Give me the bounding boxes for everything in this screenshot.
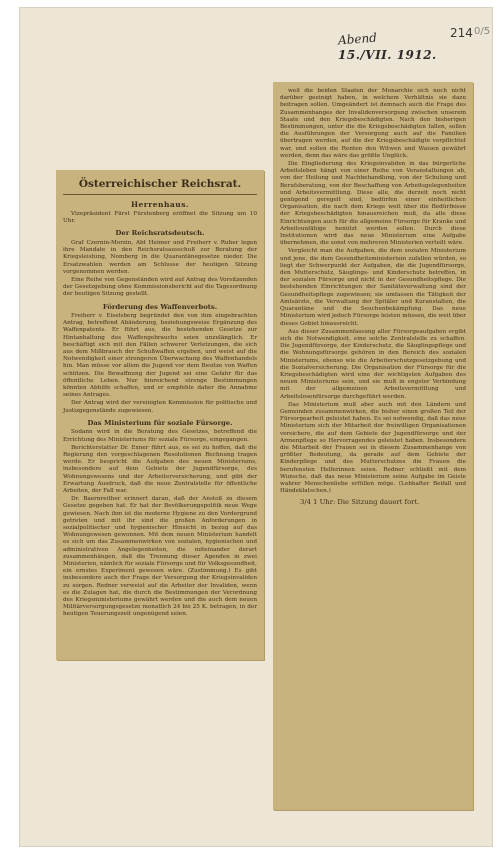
paragraph: Die Eingliederung des Kriegsinvaliden in das bürgerliche Arbeitsleben hängt von einer Reihe von Veranstaltungen ab, von der Heilung und Nachbehandlung, von der Schulung und Berufsberatung, von der Beschaffung von Arbeitsgelegenheiten und Arbeitsvermittlung. Diese alle, die derzeit noch nicht genügend geregelt sind, bedürfen einer einheitlichen Organisation, die nach dem Kriege weit über die Bedürfnisse der Kriegsbeschädigten hinausreichen muß, da alle diese Einrichtungen auch für die allgemeine Fürsorge für Kranke und Arbeitsunfähige benützt werden sollen. Durch diese Institutionen wird das neue Ministerium eine Aufgabe übernehmen, die sonst von mehreren Ministerien verteilt wäre. — [280, 161, 466, 247]
handwritten-edition: Abend — [337, 30, 378, 48]
paragraph: weil die beiden Staaten der Monarchie sich noch nicht darüber geeinigt haben, in welchem Verhältnis sie dazu beitragen sollen. Umgeändert ist demnach auch die Frage des Zusammenhanges der Invalidenversorgung zwischen unserem Staate und den Kriegsbeschädigten. Nach den bisherigen Bestimmungen, unter die die Kriegsbeschädigten fallen, sollen die Ausführungen der Versorgung auch auf die Familien übertragen werden, auf die der Kriegsbeschädigte verpflichtet war, und sollen die Renten den Witwen und Waisen gewährt werden, denn das wäre das größte Unglück. — [280, 88, 466, 159]
paragraph: Graf Czernin-Morzin, Abt Heimer und Freiherr v. Ruber legen ihre Mandate in den Reichsratsausschuß zur Beratung der Kriegsleistung, Nomberg in die Quarantänegesetze nieder. Die Ersatzwahlen werden am Schlusse der heutigen Sitzung vorgenommen werden. — [63, 239, 257, 275]
newspaper-clipping-left — [56, 170, 264, 660]
handwritten-date: 15./VII. 1912. — [338, 48, 437, 62]
paragraph: Der Antrag wird der vereinigten Kommission für politische und Justizgegenstände zugewiesen. — [63, 400, 257, 414]
clipping-headline: Österreichischer Reichsrat. — [63, 178, 257, 195]
intro-paragraph: Vizepräsident Fürst Fürstenberg eröffnet die Sitzung um 10 Uhr. — [63, 211, 257, 225]
paragraph: Dr. Baernreither erinnert daran, daß der Anstoß zu diesem Gesetze gegeben hat. Er hat der Bevölkerungspolitik neue Wege gewiesen. Nach ihm ist die moderne Hygiene zu den Vordergrund getreten und mit ihr sind die großen Anforderungen in sozialpolitischer und hygienischer Hinsicht in bezug auf das Wohnungswesen gewonnen. Mit dem neuen Ministerium handelt es sich um das Zusammenwirken von sozialen, hygienischen und administrativen Angelegenheiten, die miteinander derart zusammenhängen, daß die Trennung dieser Agenden in zwei Ministerien, nämlich für soziale Fürsorge und für Volksgesundheit, ein ernstes Experiment gewesen wäre. (Zustimmung.) Es gibt insbesondere auch der Frage der Versorgung der Kriegsinvaliden zu sorgen. Redner verweist auf die Arbeiter der Invaliden, wenn es die Zulagen hat, die durch die Bestimmungen der Verordnung des Kriegsministeriums gewährt werden und die auch dem neuen Militärversorgungsgesetze monatlich 24 bis 25 K. betragen, in der heutigen Teuerungszeit ungenügend seien. — [63, 496, 257, 618]
session-end-note: 3/4 1 Uhr: Die Sitzung dauert fort. — [300, 498, 420, 507]
section-heading: Herrenhaus. — [130, 200, 190, 209]
subheading-weapons: Förderung des Waffenverbots. — [102, 302, 218, 311]
newspaper-clipping-right — [273, 82, 473, 810]
paragraph: Das Ministerium muß aber auch mit den Ländern und Gemeinden zusammenwirken, die bisher einen großen Teil der Fürsorgearbeit geleistet haben. Es sei notwendig, daß das neue Ministerium sich der Mitarbeit der freiwilligen Organisationen versichere, die auf dem Gebiete der Jugendfürsorge und der Armenpflege so Hervorragendes geleistet haben. Insbesondere die Mitarbeit der Frauen sei in diesem Zusammenhange von größter Bedeutung, da gerade auf dem Gebiete der Kinderpflege und des Mutterschutzes die Frauen die berufensten Helferinnen seien. Redner schließt mit dem Wunsche, daß das neue Ministerium seine Aufgabe im Geiste wahrer Menschenliebe erfüllen möge. (Lebhafter Beifall und Händeklatschen.) — [280, 401, 466, 495]
archive-mark: 0/5 — [474, 26, 491, 37]
paragraph: Eine Reihe von Gegenständen wird auf Antrag des Vorsitzenden der Gesetzgebung ohne Kommissionsbericht auf die Tagesordnung der heutigen Sitzung gestellt. — [63, 276, 257, 298]
paragraph: Vergleicht man die Aufgaben, die dem sozialen Ministerium und jene, die dem Gesundheitsministerium zufallen würden, so liegt der Schwerpunkt der Aufgaben, die die Jugendfürsorge, den Mutterschutz, Säuglings- und Kinderschutz betreffen, in der sozialen Fürsorge und nicht in der Gesundheitspflege. Die bestehenden Einrichtungen der Sanitätsverwaltung sind der Gesundheitspflege zugewiesen; sie umfassen die Tätigkeit der Amtsärzte, die Verwaltung der Spitäler und Kuranstalten, die Quarantäne und die Seuchenbekämpfung. Das neue Ministerium wird jedoch Fürsorge leisten müssen, die weit über dieses Gebiet hinausreicht. — [280, 248, 466, 327]
subheading-resignation: Der Reichsratsdeutsch. — [115, 229, 205, 238]
paragraph: Aus dieser Zusammenfassung aller Fürsorgeaufgaben ergibt sich die Notwendigkeit, eine solche Zentralstelle zu schaffen. Die Jugendfürsorge, der Kinderschutz, die Säuglingspflege und die Wohnungsfürsorge gehören in den Bereich des sozialen Ministeriums, ebenso wie die Arbeiterschutzgesetzgebung und die Sozialversicherung. Die Organisation der Fürsorge für die Kriegsbeschädigten wird eine der wichtigsten Aufgaben des neuen Ministeriums sein, und sie muß in engster Verbindung mit der allgemeinen Arbeitsvermittlung und Arbeitslosenfürsorge durchgeführt werden. — [280, 328, 466, 400]
paragraph: Freiherr v. Eiselsberg begründet den von ihm eingebrachten Antrag, betreffend Abänderung, beziehungsweise Ergänzung des Waffenpatents. Er führt aus, die bestehenden Gesetze zur Hintanhaltung des Waffengebrauchs seien unzulänglich. Er beschäftigt sich mit den Fällen schwerer Verletzungen, die sich aus dem Mißbrauch der Schußwaffen ergeben, und weist auf die Notwendigkeit einer strengeren Überwachung des Waffenhandels hin. Man müsse vor allem die Jugend vor dem Besitze von Waffen schützen. Die Bewaffnung der Jugend sei eine Gefahr für das öffentliche Leben. Nur hinreichend strenge Bestimmungen könnten Abhilfe schaffen, und er empfehle daher die Annahme seines Antrages. — [63, 313, 257, 399]
paragraph: Sodann wird in die Beratung des Gesetzes, betreffend die Errichtung des Ministeriums für soziale Fürsorge, eingegangen. — [63, 429, 257, 443]
folio-number: 214 — [450, 26, 473, 40]
subheading-ministry: Das Ministerium für soziale Fürsorge. — [87, 418, 233, 427]
paragraph: Berichterstatter Dr. Exner führt aus, es sei zu hoffen, daß die Regierung den vorgeschlagenen Resolutionen Rechnung tragen werde. Er bespricht die Aufgaben des neuen Ministeriums, insbesondere auf dem Gebiete der Jugendfürsorge, des Wohnungswesens und der Arbeiterversicherung, und gibt der Erwartung Ausdruck, daß die neue Zentralstelle für öffentliche Arbeiten, der Fall war. — [63, 444, 257, 494]
